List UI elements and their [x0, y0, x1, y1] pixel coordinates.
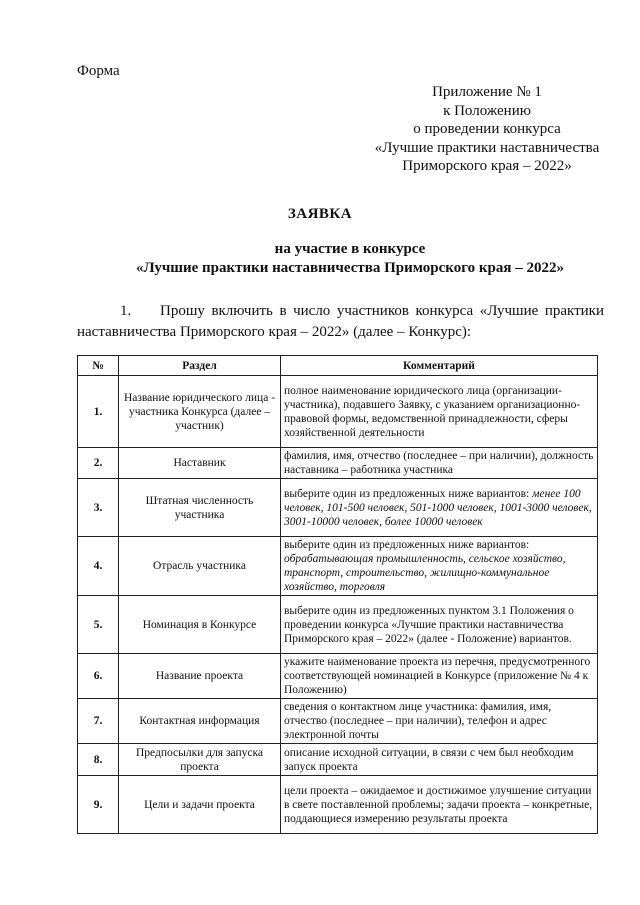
table-row	[78, 654, 598, 699]
row-number: 7.	[78, 699, 119, 744]
row-comment	[281, 699, 598, 744]
row-number: 3.	[78, 479, 119, 537]
row-comment-text: выберите один из предложенных ниже вариантов:	[284, 487, 530, 500]
table-row	[78, 776, 598, 834]
intro-paragraph	[77, 301, 604, 343]
row-section: Предпосылки для запуска проекта	[119, 744, 281, 776]
row-number: 9.	[78, 776, 119, 834]
table-row	[78, 699, 598, 744]
form-label: Форма	[77, 63, 120, 79]
intro-text: Прошу включить в число участников конкурса «Лучшие практики наставничества Приморского края – 2022» (далее – Конкурс):	[77, 303, 604, 340]
row-comment-italic: обрабатывающая промышленность, сельское хозяйство, транспорт, строительство, жилищно-коммунальное хозяйство, торговля	[284, 553, 566, 593]
row-comment	[281, 479, 598, 537]
row-number: 2.	[78, 448, 119, 479]
row-section: Цели и задачи проекта	[119, 776, 281, 834]
row-comment-text: укажите наименование проекта из перечня, предусмотренного соответствующей номинацией в Конкурсе (приложение № 4 к Положению)	[284, 656, 591, 696]
row-comment	[281, 376, 598, 448]
row-section: Штатная численность участника	[119, 479, 281, 537]
row-section: Наставник	[119, 448, 281, 479]
row-number: 1.	[78, 376, 119, 448]
header-number: №	[78, 356, 119, 376]
row-section: Название юридического лица - участника Конкурса (далее – участник)	[119, 376, 281, 448]
row-section: Номинация в Конкурсе	[119, 596, 281, 654]
table-row	[78, 376, 598, 448]
row-comment-text: выберите один из предложенных пунктом 3.1 Положения о проведении конкурса «Лучшие практики наставничества Приморского края – 2022» (далее - Положение) вариантов.	[284, 604, 574, 645]
row-comment-text: описание исходной ситуации, в связи с чем был необходим запуск проекта	[284, 746, 574, 773]
subtitle-line-2: «Лучшие практики наставничества Приморского края – 2022»	[136, 260, 564, 276]
appendix-block	[362, 83, 612, 176]
row-comment	[281, 448, 598, 479]
row-number: 6.	[78, 654, 119, 699]
row-comment-text: выберите один из предложенных ниже вариантов:	[284, 539, 530, 551]
row-comment	[281, 776, 598, 834]
row-number: 8.	[78, 744, 119, 776]
row-section: Контактная информация	[119, 699, 281, 744]
table-row	[78, 744, 598, 776]
subtitle-line-1: на участие в конкурсе	[274, 241, 426, 257]
row-comment	[281, 537, 598, 596]
row-section: Отрасль участника	[119, 537, 281, 596]
application-table	[77, 355, 598, 834]
appendix-line: к Положению	[443, 102, 531, 119]
row-comment-text: сведения о контактном лице участника: фамилия, имя, отчество (последнее – при наличии), телефон и адрес электронной почты	[284, 701, 552, 741]
row-comment-text: цели проекта – ожидаемое и достижимое улучшение ситуации в свете поставленной проблемы; задачи проекта – конкретные, поддающиеся измерению результаты проекта	[284, 784, 593, 825]
table-row	[78, 596, 598, 654]
table-row	[78, 479, 598, 537]
row-comment-text: полное наименование юридического лица (организации-участника), подавшего Заявку, с указанием организационно-правовой формы, ведомственной принадлежности, сферы хозяйственной деятельности	[284, 384, 581, 439]
table-row	[78, 537, 598, 596]
document-subtitle	[60, 240, 640, 278]
intro-number: 1.	[120, 303, 132, 319]
header-comment: Комментарий	[281, 356, 598, 376]
row-comment-italic: менее 100 человек, 101-500 человек, 501-1000 человек, 1001-3000 человек, 3001-10000 человек, более 10000 человек	[284, 487, 592, 528]
appendix-line: Приложение № 1	[432, 84, 542, 100]
appendix-line: Приморского края – 2022»	[402, 158, 572, 174]
row-number: 5.	[78, 596, 119, 654]
appendix-line: о проведении конкурса	[413, 121, 561, 137]
row-comment	[281, 744, 598, 776]
row-comment-text: фамилия, имя, отчество (последнее – при наличии), должность наставника – работника участника	[284, 450, 594, 476]
row-section: Название проекта	[119, 654, 281, 699]
row-comment	[281, 596, 598, 654]
row-comment	[281, 654, 598, 699]
table-header-row	[78, 356, 598, 376]
header-section: Раздел	[119, 356, 281, 376]
document-title: ЗАЯВКА	[287, 206, 353, 222]
row-number: 4.	[78, 537, 119, 596]
table-row	[78, 448, 598, 479]
appendix-line: «Лучшие практики наставничества	[374, 139, 600, 156]
